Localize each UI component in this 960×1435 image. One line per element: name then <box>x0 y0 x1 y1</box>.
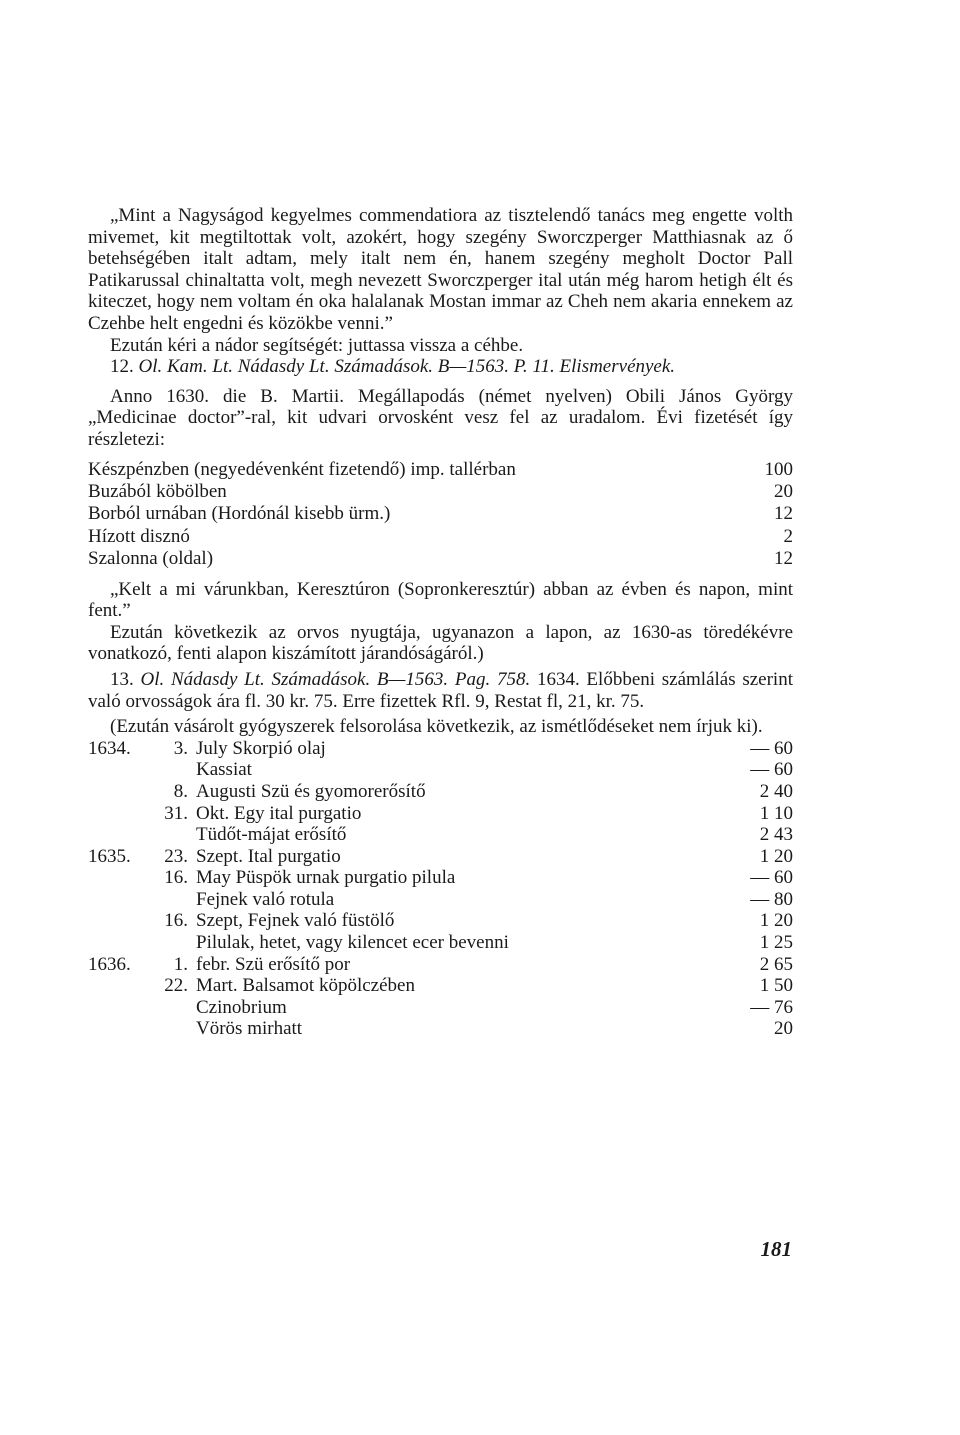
item-day: 23. <box>164 845 188 867</box>
item-year <box>88 910 148 932</box>
item-amount: — 60 <box>750 867 793 889</box>
salary-label: Szalonna (oldal) <box>88 548 214 570</box>
item-year: 1634. <box>88 737 131 759</box>
item-amount: 1 50 <box>759 975 793 997</box>
item-amount: 2 43 <box>759 824 793 846</box>
item-day: 22. <box>164 975 188 997</box>
item-amount: 1 25 <box>759 932 793 954</box>
item-name: Szept, Fejnek való füstölő <box>196 910 395 932</box>
anno-paragraph: Anno 1630. die B. Martii. Megállapodás (német nyelven) Obili János György „Medicinae doctor”-ral, kit udvari orvosként vesz fel az uradalom. Évi fizetését így részletezi: <box>88 385 793 450</box>
list-item <box>88 997 793 1019</box>
item-name: Fejnek való rotula <box>196 888 335 910</box>
list-item <box>88 932 793 954</box>
item-amount: 1 10 <box>759 802 793 824</box>
item-day <box>148 1018 196 1040</box>
salary-label: Készpénzben (negyedévenként fizetendő) imp. tallérban <box>88 458 516 480</box>
salary-row <box>88 481 793 503</box>
spacer <box>88 451 793 459</box>
reference-13 <box>88 669 793 712</box>
list-item <box>88 781 793 803</box>
item-day <box>148 889 196 911</box>
salary-value: 12 <box>774 548 793 570</box>
item-year <box>88 781 148 803</box>
salary-table <box>88 459 793 571</box>
item-year <box>88 932 148 954</box>
page-body <box>88 205 793 1040</box>
list-item <box>88 738 793 760</box>
salary-value: 2 <box>783 525 793 547</box>
salary-value: 20 <box>774 480 793 502</box>
salary-label: Hízott disznó <box>88 525 190 547</box>
reference-13-text: 1634. Előbbeni számlálás szerint való orvosságok ára fl. 30 kr. 75. Erre fizettek Rfl. 9, Restat fl, 21, kr. 75. <box>88 668 793 712</box>
item-day <box>148 824 196 846</box>
salary-value: 12 <box>774 503 793 525</box>
spacer <box>88 571 793 579</box>
item-year <box>88 867 148 889</box>
list-item <box>88 1018 793 1040</box>
item-name: Mart. Balsamot köpölczében <box>196 975 415 997</box>
item-name: Okt. Egy ital purgatio <box>196 802 362 824</box>
reference-12 <box>88 356 793 378</box>
item-day: 31. <box>164 802 188 824</box>
item-amount: 1 20 <box>759 910 793 932</box>
item-year: 1636. <box>88 953 131 975</box>
salary-label: Borból urnában (Hordónál kisebb ürm.) <box>88 503 391 525</box>
salary-row <box>88 459 793 481</box>
reference-13-source: Ol. Nádasdy Lt. Számadások. B—1563. Pag. 758. <box>140 668 531 690</box>
item-name: Szept. Ital purgatio <box>196 845 341 867</box>
list-item <box>88 889 793 911</box>
spacer <box>88 378 793 386</box>
item-amount: — 76 <box>750 996 793 1018</box>
item-year: 1635. <box>88 845 131 867</box>
list-item <box>88 910 793 932</box>
list-item <box>88 954 793 976</box>
list-item <box>88 867 793 889</box>
reference-12-source: Ol. Kam. Lt. Nádasdy Lt. Számadások. B—1563. P. 11. Elismervények. <box>138 356 676 378</box>
item-name: Czinobrium <box>196 996 287 1018</box>
item-year <box>88 803 148 825</box>
summary-paragraph-2: Ezután következik az orvos nyugtája, ugyanazon a lapon, az 1630-as töredékévre vonatkozó, fenti alapon kiszámított járandóságáról.) <box>88 621 793 665</box>
salary-row <box>88 526 793 548</box>
page-number: 181 <box>760 1237 792 1261</box>
item-amount: 2 40 <box>759 780 793 802</box>
salary-label: Buzából köbölben <box>88 480 227 502</box>
item-year <box>88 759 148 781</box>
item-year <box>88 889 148 911</box>
item-amount: — 60 <box>750 737 793 759</box>
item-amount: 2 65 <box>759 953 793 975</box>
list-item <box>88 975 793 997</box>
item-day: 16. <box>164 910 188 932</box>
item-amount: 1 20 <box>759 845 793 867</box>
item-day <box>148 932 196 954</box>
list-item <box>88 803 793 825</box>
item-day <box>148 997 196 1019</box>
summary-paragraph-1: Ezután kéri a nádor segítségét: juttassa vissza a céhbe. <box>110 334 524 356</box>
list-item <box>88 846 793 868</box>
item-name: Pilulak, hetet, vagy kilencet ecer bevenni <box>196 932 509 954</box>
item-year <box>88 997 148 1019</box>
item-name: May Püspök urnak purgatio pilula <box>196 867 456 889</box>
salary-row <box>88 503 793 525</box>
item-year <box>88 1018 148 1040</box>
item-name: July Skorpió olaj <box>196 737 326 759</box>
item-name: Kassiat <box>196 759 252 781</box>
item-year <box>88 975 148 997</box>
quote-paragraph-2: „Kelt a mi várunkban, Keresztúron (Sopronkeresztúr) abban az évben és napon, mint fent.” <box>88 578 793 622</box>
salary-value: 100 <box>764 458 793 480</box>
list-item <box>88 824 793 846</box>
item-name: Tüdőt-májat erősítő <box>196 824 347 846</box>
item-day: 8. <box>173 780 188 802</box>
salary-row <box>88 548 793 570</box>
item-year <box>88 824 148 846</box>
item-day: 3. <box>173 737 188 759</box>
item-amount: — 60 <box>750 759 793 781</box>
item-day <box>148 759 196 781</box>
reference-13-number: 13. <box>110 668 141 690</box>
reference-12-number: 12. <box>110 356 139 378</box>
purchase-list <box>88 738 793 1040</box>
item-name: Augusti Szü és gyomorerősítő <box>196 780 426 802</box>
list-intro: (Ezután vásárolt gyógyszerek felsorolása következik, az ismétlődéseket nem írjuk ki). <box>110 716 763 738</box>
item-amount: 20 <box>774 1018 793 1040</box>
item-name: febr. Szü erősítő por <box>196 953 351 975</box>
item-day: 1. <box>173 953 188 975</box>
item-name: Vörös mirhatt <box>196 1018 303 1040</box>
item-amount: — 80 <box>750 888 793 910</box>
list-item <box>88 759 793 781</box>
item-day: 16. <box>164 867 188 889</box>
quote-paragraph-1: „Mint a Nagyságod kegyelmes commendatiora az tisztelendő tanács meg engette volth mivemet, kit megtiltottak volt, azokért, hogy szegény Sworczperger Matthiasnak az ő betehségében italt adtam, mely italt nem én, hanem szegény megholt Doctor Pall Patikarussal chinaltatta volt, megh nevezett Sworczperger ital után még harom hetigh élt és kiteczet, hogy nem voltam én oka halalanak Mostan immar az Cheh nem akaria ennekem az Czehbe helt engedni és közökbe venni.” <box>88 205 793 334</box>
